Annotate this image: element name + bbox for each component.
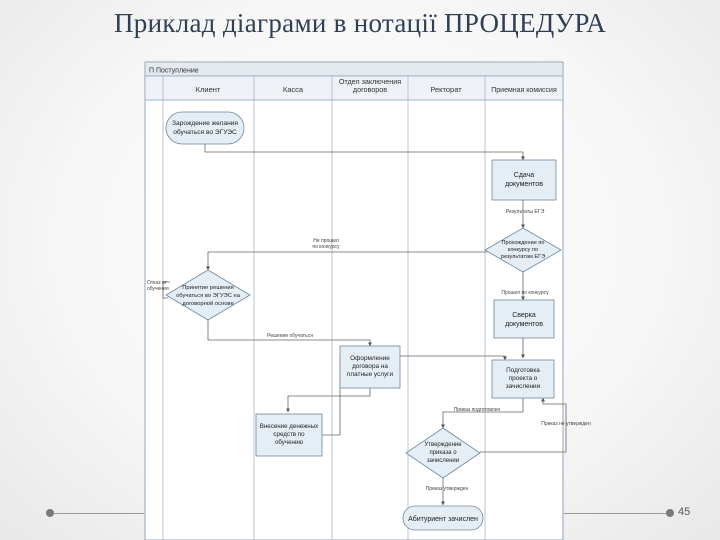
contract-decision-line3: договорной основе bbox=[182, 301, 234, 307]
label-not-passed-1: Не прошел bbox=[313, 238, 339, 244]
exam-decision-line1: Прохождение по bbox=[501, 240, 545, 246]
submit-docs-line2: документов bbox=[505, 181, 543, 188]
page-number: 45 bbox=[678, 506, 691, 518]
contract-formalize-line2: договора на bbox=[352, 363, 388, 370]
label-passed: Прошел по конкурсу bbox=[501, 290, 549, 296]
lane-title-admissions: Приемная комиссия bbox=[491, 87, 557, 94]
approve-order-line2: приказа о bbox=[429, 450, 457, 456]
footer-line-left bbox=[54, 513, 144, 514]
end-event-label: Абитуриент зачислен bbox=[408, 516, 478, 523]
submit-docs-line1: Сдача bbox=[513, 172, 535, 179]
lane-title-rectorate: Ректорат bbox=[430, 85, 462, 94]
label-order-prepared: Приказ подготовлен bbox=[453, 407, 501, 413]
check-docs-line1: Сверка bbox=[512, 312, 536, 319]
footer-dot-left bbox=[46, 509, 54, 517]
label-refused-1: Отказ от bbox=[147, 280, 167, 286]
exam-decision-line3: результатам ЕГЭ bbox=[500, 254, 546, 260]
check-docs-line2: документов bbox=[505, 321, 543, 328]
lane-title-cashier: Касса bbox=[282, 85, 304, 94]
label-refused-2: обучения bbox=[147, 286, 169, 292]
label-order-not-approved: Приказ не утвержден bbox=[541, 421, 591, 427]
lane-title-contracts: Отдел заключения договоров bbox=[338, 78, 402, 94]
submit-docs-activity bbox=[492, 160, 556, 200]
approve-order-line1: Утверждение bbox=[424, 442, 462, 448]
label-ege-results: Результаты ЕГЭ bbox=[505, 209, 545, 215]
prepare-order-line2: проекта о bbox=[508, 375, 538, 382]
start-event-line1: Зарождение желания bbox=[172, 120, 238, 127]
slide-title: Приклад діаграми в нотації ПРОЦЕДУРА bbox=[113, 8, 607, 38]
check-docs-activity bbox=[494, 300, 554, 338]
prepare-order-line1: Подготовка bbox=[506, 367, 540, 374]
payment-line2: средств по bbox=[273, 431, 305, 438]
contract-formalize-line3: платные услуги bbox=[346, 371, 394, 378]
label-decided-to-study: Решение обучаться bbox=[267, 333, 313, 339]
start-event bbox=[166, 112, 244, 144]
prepare-order-line3: зачислении bbox=[505, 383, 541, 390]
approve-order-line3: зачислении bbox=[426, 458, 460, 464]
contract-formalize-line1: Оформление bbox=[350, 355, 390, 362]
pool-header bbox=[145, 62, 563, 76]
lane-title-client: Клиент bbox=[195, 85, 221, 94]
contract-decision-line2: обучаться во ЭГУЭС на bbox=[176, 293, 240, 299]
pool-title: П Поступление bbox=[149, 67, 199, 75]
start-event-line2: обучаться во ЭГУЭС bbox=[173, 129, 237, 136]
label-not-passed-2: по конкурсу bbox=[312, 244, 340, 250]
label-order-approved: Приказ утвержден bbox=[425, 486, 469, 492]
footer-dot-right bbox=[666, 509, 674, 517]
contract-decision-line1: Принятие решения bbox=[182, 285, 234, 291]
exam-decision-line2: конкурсу по bbox=[507, 247, 539, 253]
payment-line1: Внесение денежных bbox=[259, 423, 319, 430]
payment-line3: обучению bbox=[274, 439, 304, 446]
footer-line-right bbox=[564, 513, 666, 514]
